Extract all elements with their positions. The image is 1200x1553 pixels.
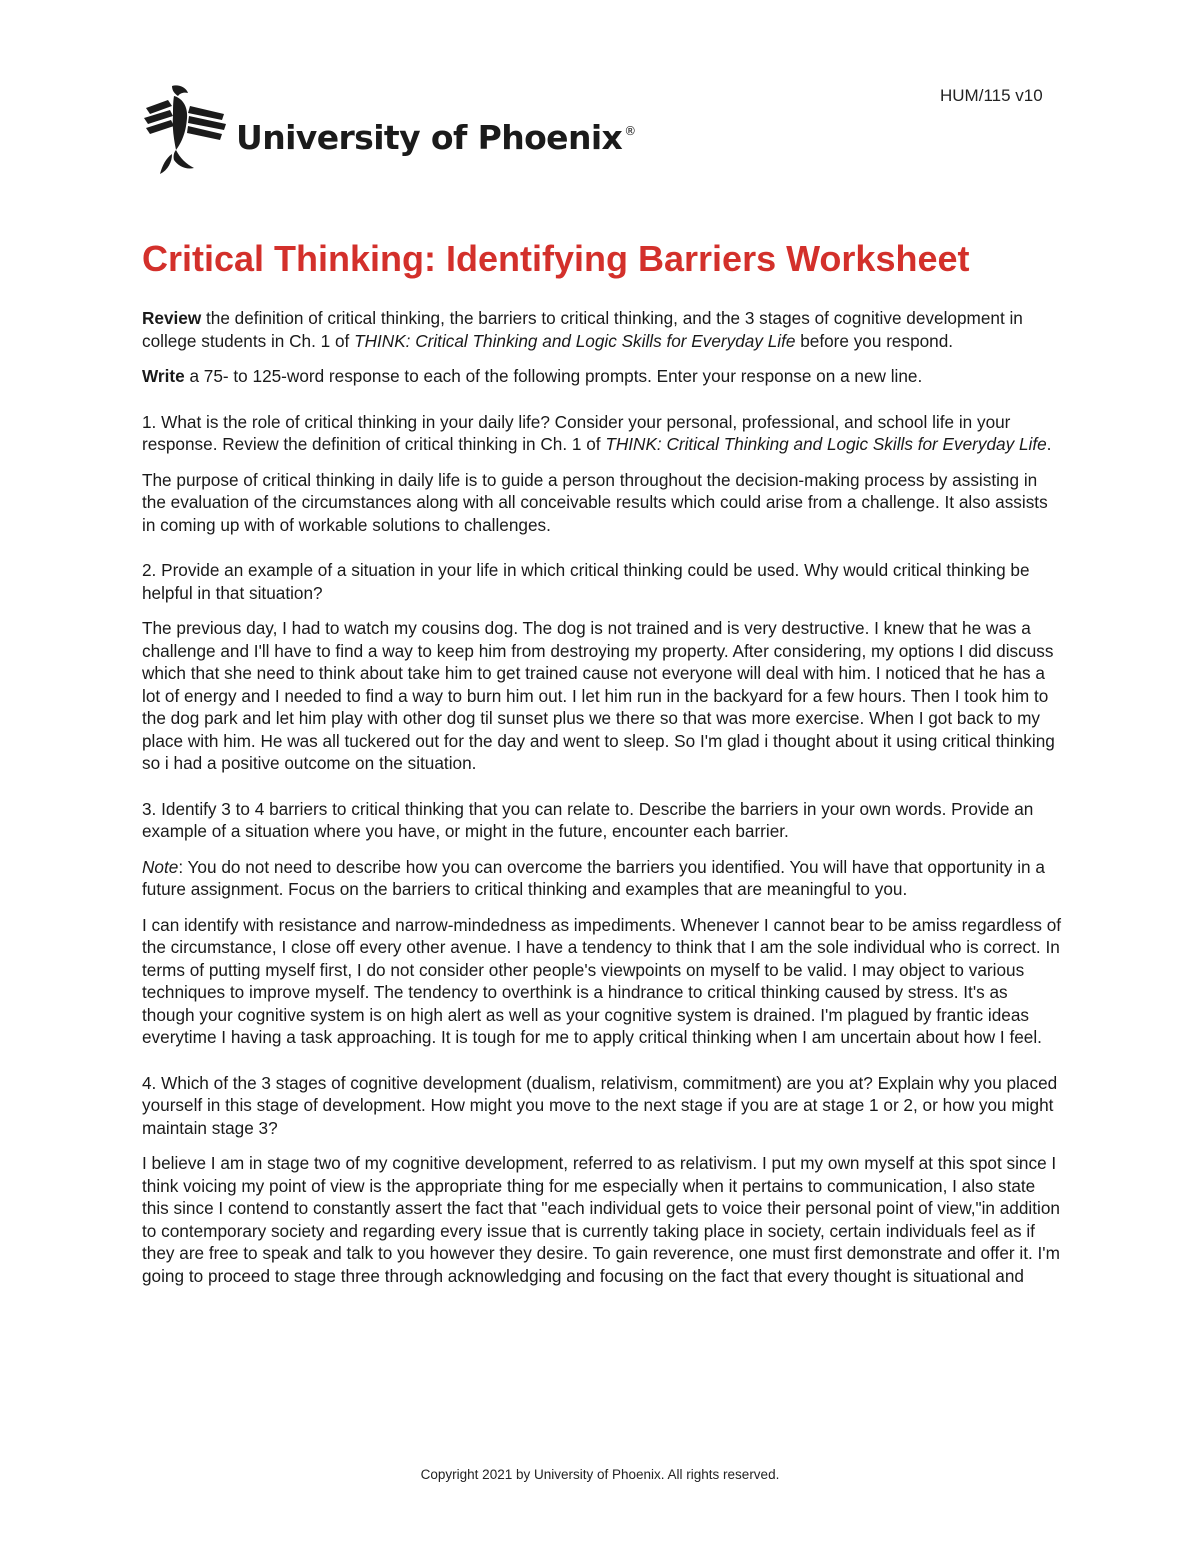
question-2-answer: The previous day, I had to watch my cousins dog. The dog is not trained and is very destructive. I knew that he was a challenge and I'll have to find a way to keep him from destroying my property. After considering, my options I did discuss which that she need to think about take him to get trained cause not everyone will deal with him. I noticed that he has a lot of energy and I needed to find a way to burn him out. I let him run in the backyard for a few hours. Then I took him to the dog park and let him play with other dog til sunset plus we there so that was more exercise. When I got back to my place with him. He was all tuckered out for the day and went to sleep. So I'm glad i thought about it using critical thinking so i had a positive outcome on the situation. [142, 618, 1055, 773]
intro-write: Write a 75- to 125-word response to each of the following prompts. Enter your response on a new line. [142, 366, 923, 386]
logo-wordmark: University of Phoenix ® [236, 117, 636, 157]
question-4-prompt: 4. Which of the 3 stages of cognitive development (dualism, relativism, commitment) are you at? Explain why you placed yourself in this stage of development. How might you move to the next stage if you are at stage 1 or 2, or how you might maintain stage 3? [142, 1072, 1058, 1138]
phoenix-bird-icon [142, 84, 226, 176]
page-title: Critical Thinking: Identifying Barriers Worksheet [142, 238, 970, 279]
university-logo [142, 84, 636, 176]
book-title: THINK: Critical Thinking and Logic Skills for Everyday Life [354, 330, 796, 351]
question-3-answer: I can identify with resistance and narrow-mindedness as impediments. Whenever I cannot bear to be amiss regardless of the circumstance, I close off every other avenue. I have a tendency to think that I am the sole individual who is correct. In terms of putting myself first, I do not consider other people's viewpoints on myself to be valid. I may object to various techniques to improve myself. The tendency to overthink is a hindrance to critical thinking caused by stress. It's as though your cognitive system is on high alert as well as your cognitive system is drained. I'm plagued by frantic ideas everytime I having a task approaching. It is tough for me to apply critical thinking when I am uncertain about how I feel. [142, 914, 1062, 1047]
question-3-prompt: 3. Identify 3 to 4 barriers to critical thinking that you can relate to. Describe the barriers in your own words. Provide an example of a situation where you have, or might in the future, encounter each barrier. [142, 798, 1034, 841]
copyright-footer: Copyright 2021 by University of Phoenix. All rights reserved. [420, 1467, 780, 1482]
note-label: Note [142, 856, 179, 877]
question-2-prompt: 2. Provide an example of a situation in your life in which critical thinking could be used. Why would critical thinking be helpful in that situation? [142, 560, 1030, 603]
write-label: Write [142, 366, 185, 386]
question-3-note: Note: You do not need to describe how you can overcome the barriers you identified. You will have that opportunity in a future assignment. Focus on the barriers to critical thinking and examples that are meaningful to you. [142, 856, 1045, 899]
question-1-prompt: 1. What is the role of critical thinking in your daily life? Consider your personal, professional, and school life in your response. Review the definition of critical thinking in Ch. 1 of THINK: Critical Thinking and Logic Skills for Everyday Life. [142, 411, 1052, 454]
course-code: HUM/115 v10 [940, 86, 1043, 105]
question-4-answer: I believe I am in stage two of my cognitive development, referred to as relativism. I put my own myself at this spot since I think voicing my point of view is the appropriate thing for me especially when it pertains to communication, I also state this since I contend to constantly assert the fact that "each individual gets to voice their personal point of view,"in addition to contemporary society and regarding every issue that is currently taking place in society, certain individuals feel as if they are free to speak and talk to you however they desire. To gain reverence, one must first demonstrate and offer it. I'm going to proceed to stage three through acknowledging and focusing on the fact that every thought is situational and [142, 1153, 1060, 1286]
worksheet-body [142, 236, 1062, 1287]
question-1-answer: The purpose of critical thinking in daily life is to guide a person throughout the decision-making process by assisting in the evaluation of the circumstances along with all conceivable results which could arise from a challenge. It also assists in coming up with of workable solutions to challenges. [142, 469, 1048, 535]
intro-review: Review the definition of critical thinking, the barriers to critical thinking, and the 3 stages of cognitive development in college students in Ch. 1 of THINK: Critical Thinking and Logic Skills for Everyday Life before you respond. [142, 308, 1023, 351]
book-title: THINK: Critical Thinking and Logic Skills for Everyday Life [605, 434, 1047, 454]
review-label: Review [142, 308, 202, 328]
